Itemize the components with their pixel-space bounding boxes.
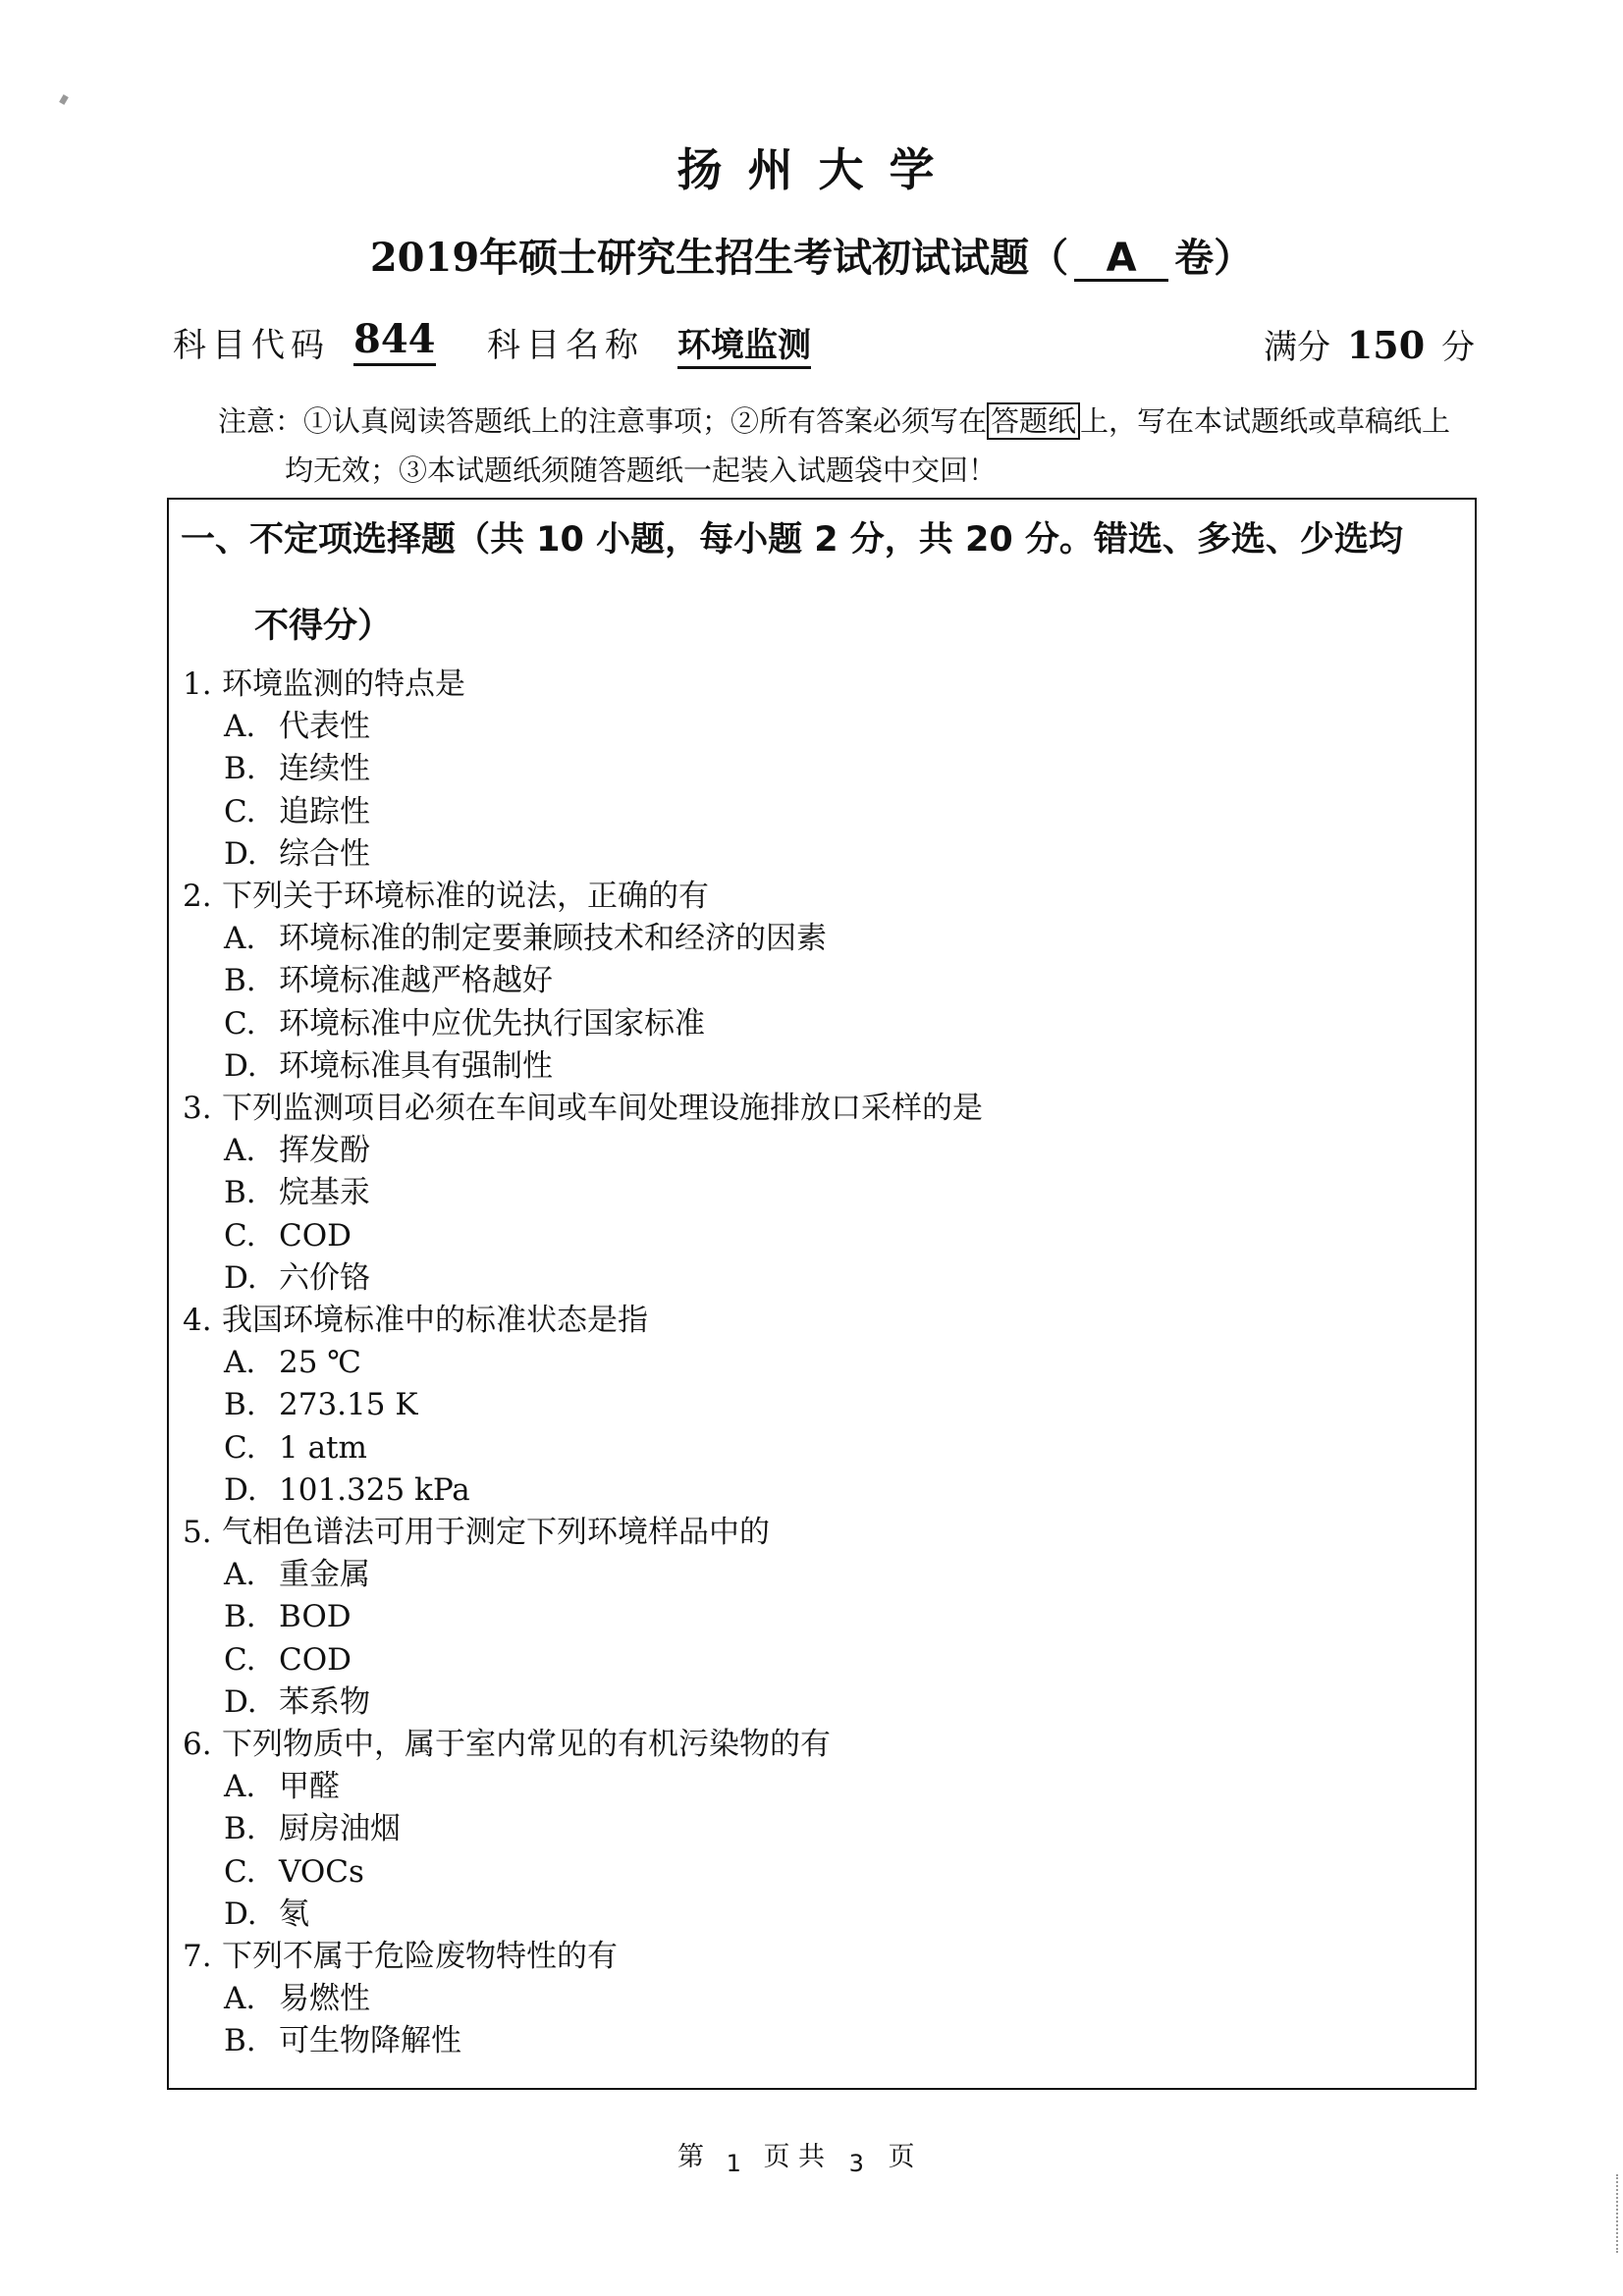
option-item bbox=[224, 1682, 370, 1724]
footer-mid: 页 共 bbox=[763, 2142, 826, 2172]
option-letter: A. bbox=[224, 1769, 256, 1805]
option-item bbox=[224, 1978, 370, 2020]
option-item bbox=[224, 1596, 352, 1638]
option-text: 101.325 kPa bbox=[279, 1471, 470, 1508]
option-item bbox=[224, 791, 370, 833]
question-number: 7. bbox=[183, 1939, 212, 1974]
subject-code-label: 科目代码 bbox=[173, 326, 330, 365]
option-letter: A. bbox=[224, 921, 256, 957]
option-item bbox=[224, 1469, 470, 1512]
option-text: 25 ℃ bbox=[279, 1345, 361, 1381]
option-letter: C. bbox=[224, 1217, 256, 1254]
option-item bbox=[224, 1215, 352, 1257]
full-score-label: 满分 bbox=[1264, 328, 1330, 367]
option-letter: B. bbox=[224, 1599, 256, 1635]
footer-prefix: 第 bbox=[677, 2142, 704, 2172]
option-letter: C. bbox=[224, 793, 256, 829]
option-letter: B. bbox=[224, 751, 256, 787]
footer-suffix: 页 bbox=[888, 2142, 915, 2172]
question-item bbox=[183, 1300, 648, 1342]
option-text: 苯系物 bbox=[279, 1683, 370, 1720]
full-score-unit: 分 bbox=[1440, 328, 1475, 367]
option-letter: A. bbox=[224, 1981, 256, 2017]
option-item bbox=[224, 1894, 309, 1936]
option-letter: B. bbox=[224, 1175, 256, 1211]
subject-name-label: 科目名称 bbox=[487, 326, 644, 365]
option-text: COD bbox=[279, 1217, 352, 1254]
university-title: 扬州大学 bbox=[676, 143, 960, 196]
option-text: 环境标准越严格越好 bbox=[279, 963, 553, 999]
section-heading: 一、不定项选择题（共 10 小题，每小题 2 分，共 20 分。错选、多选、少选均 bbox=[181, 520, 1403, 560]
notice-line-1 bbox=[218, 401, 1450, 441]
option-item bbox=[224, 706, 370, 748]
option-item bbox=[224, 1257, 370, 1300]
option-text: 烷基汞 bbox=[279, 1175, 370, 1211]
option-item bbox=[224, 1766, 340, 1808]
option-letter: B. bbox=[224, 1387, 256, 1423]
option-text: COD bbox=[279, 1641, 352, 1678]
question-item bbox=[183, 1088, 983, 1130]
option-letter: C. bbox=[224, 1005, 256, 1041]
option-text: 甲醛 bbox=[279, 1769, 340, 1805]
option-item bbox=[224, 918, 827, 960]
option-item bbox=[224, 1045, 553, 1088]
notice-text-after-box: 上，写在本试题纸或草稿纸上 bbox=[1080, 404, 1451, 438]
question-item bbox=[183, 1724, 831, 1766]
option-text: 代表性 bbox=[279, 709, 370, 745]
subject-name: 环境监测 bbox=[677, 322, 811, 369]
option-text: 连续性 bbox=[279, 751, 370, 787]
option-text: 可生物降解性 bbox=[279, 2023, 461, 2059]
option-text: 追踪性 bbox=[279, 793, 370, 829]
option-text: VOCs bbox=[279, 1853, 364, 1890]
option-item bbox=[224, 2020, 461, 2062]
option-text: 273.15 K bbox=[279, 1387, 418, 1423]
question-number: 6. bbox=[183, 1727, 212, 1762]
option-letter: A. bbox=[224, 1557, 256, 1593]
option-text: 氡 bbox=[279, 1896, 309, 1932]
option-item bbox=[224, 1808, 401, 1850]
full-score-value: 150 bbox=[1346, 323, 1426, 367]
option-item bbox=[224, 1130, 370, 1172]
question-text: 下列物质中，属于室内常见的有机污染物的有 bbox=[222, 1727, 831, 1762]
full-score bbox=[1264, 322, 1475, 371]
option-letter: C. bbox=[224, 1853, 256, 1890]
option-letter: C. bbox=[224, 1429, 256, 1466]
current-page: 1 bbox=[726, 2150, 741, 2177]
option-item bbox=[224, 1851, 364, 1894]
option-item bbox=[224, 1172, 370, 1214]
option-item bbox=[224, 1384, 417, 1426]
option-text: 六价铬 bbox=[279, 1259, 370, 1296]
exam-title-suffix: 卷） bbox=[1174, 235, 1254, 281]
option-item bbox=[224, 833, 370, 876]
answer-sheet-boxed: 答题纸 bbox=[987, 402, 1080, 440]
option-letter: A. bbox=[224, 1133, 256, 1169]
notice-line-2: 均无效；③本试题纸须随答题纸一起装入试题袋中交回！ bbox=[285, 454, 998, 487]
question-text: 下列不属于危险废物特性的有 bbox=[222, 1939, 618, 1974]
option-letter: A. bbox=[224, 709, 256, 745]
option-item bbox=[224, 1554, 370, 1596]
total-pages: 3 bbox=[848, 2150, 864, 2177]
exam-title-prefix: 2019年硕士研究生招生考试初试试题（ bbox=[369, 235, 1069, 281]
option-letter: D. bbox=[224, 835, 257, 872]
question-text: 我国环境标准中的标准状态是指 bbox=[222, 1303, 648, 1338]
question-number: 3. bbox=[183, 1091, 212, 1126]
option-letter: D. bbox=[224, 1047, 257, 1084]
option-letter: B. bbox=[224, 2023, 256, 2059]
question-number: 1. bbox=[183, 667, 212, 702]
question-item bbox=[183, 1512, 770, 1554]
notice-text: ①认真阅读答题纸上的注意事项；②所有答案必须写在 bbox=[303, 404, 988, 438]
option-letter: C. bbox=[224, 1641, 256, 1678]
option-letter: D. bbox=[224, 1683, 257, 1720]
question-text: 环境监测的特点是 bbox=[222, 667, 465, 702]
scan-edge-mark bbox=[1616, 2174, 1620, 2253]
option-text: 环境标准的制定要兼顾技术和经济的因素 bbox=[279, 921, 827, 957]
page-footer bbox=[677, 2138, 915, 2177]
option-text: 易燃性 bbox=[279, 1981, 370, 2017]
question-item bbox=[183, 664, 465, 706]
subject-code: 844 bbox=[353, 316, 436, 365]
question-number: 4. bbox=[183, 1303, 212, 1338]
option-text: 挥发酚 bbox=[279, 1133, 370, 1169]
question-number: 2. bbox=[183, 879, 212, 914]
question-item bbox=[183, 1936, 618, 1978]
option-text: 综合性 bbox=[279, 835, 370, 872]
option-letter: A. bbox=[224, 1345, 256, 1381]
option-item bbox=[224, 960, 553, 1002]
option-letter: D. bbox=[224, 1471, 257, 1508]
question-text: 气相色谱法可用于测定下列环境样品中的 bbox=[222, 1515, 770, 1550]
question-text: 下列监测项目必须在车间或车间处理设施排放口采样的是 bbox=[222, 1091, 983, 1126]
option-item bbox=[224, 1427, 367, 1469]
question-number: 5. bbox=[183, 1515, 212, 1550]
paper-version: A bbox=[1074, 238, 1168, 282]
section-heading-cont: 不得分） bbox=[254, 607, 393, 646]
option-letter: B. bbox=[224, 963, 256, 999]
option-letter: D. bbox=[224, 1259, 257, 1296]
option-item bbox=[224, 1003, 705, 1045]
exam-title bbox=[0, 232, 1623, 285]
scan-speck bbox=[59, 94, 69, 105]
option-item bbox=[224, 1342, 361, 1384]
option-item bbox=[224, 1639, 352, 1682]
question-text: 下列关于环境标准的说法，正确的有 bbox=[222, 879, 709, 914]
notice-label: 注意： bbox=[218, 404, 304, 438]
option-text: 1 atm bbox=[279, 1429, 367, 1466]
option-letter: D. bbox=[224, 1896, 257, 1932]
option-letter: B. bbox=[224, 1811, 256, 1847]
option-text: 环境标准中应优先执行国家标准 bbox=[279, 1005, 705, 1041]
option-text: 重金属 bbox=[279, 1557, 370, 1593]
option-text: BOD bbox=[279, 1599, 352, 1635]
option-text: 厨房油烟 bbox=[279, 1811, 401, 1847]
question-item bbox=[183, 876, 709, 918]
option-item bbox=[224, 748, 370, 790]
option-text: 环境标准具有强制性 bbox=[279, 1047, 553, 1084]
